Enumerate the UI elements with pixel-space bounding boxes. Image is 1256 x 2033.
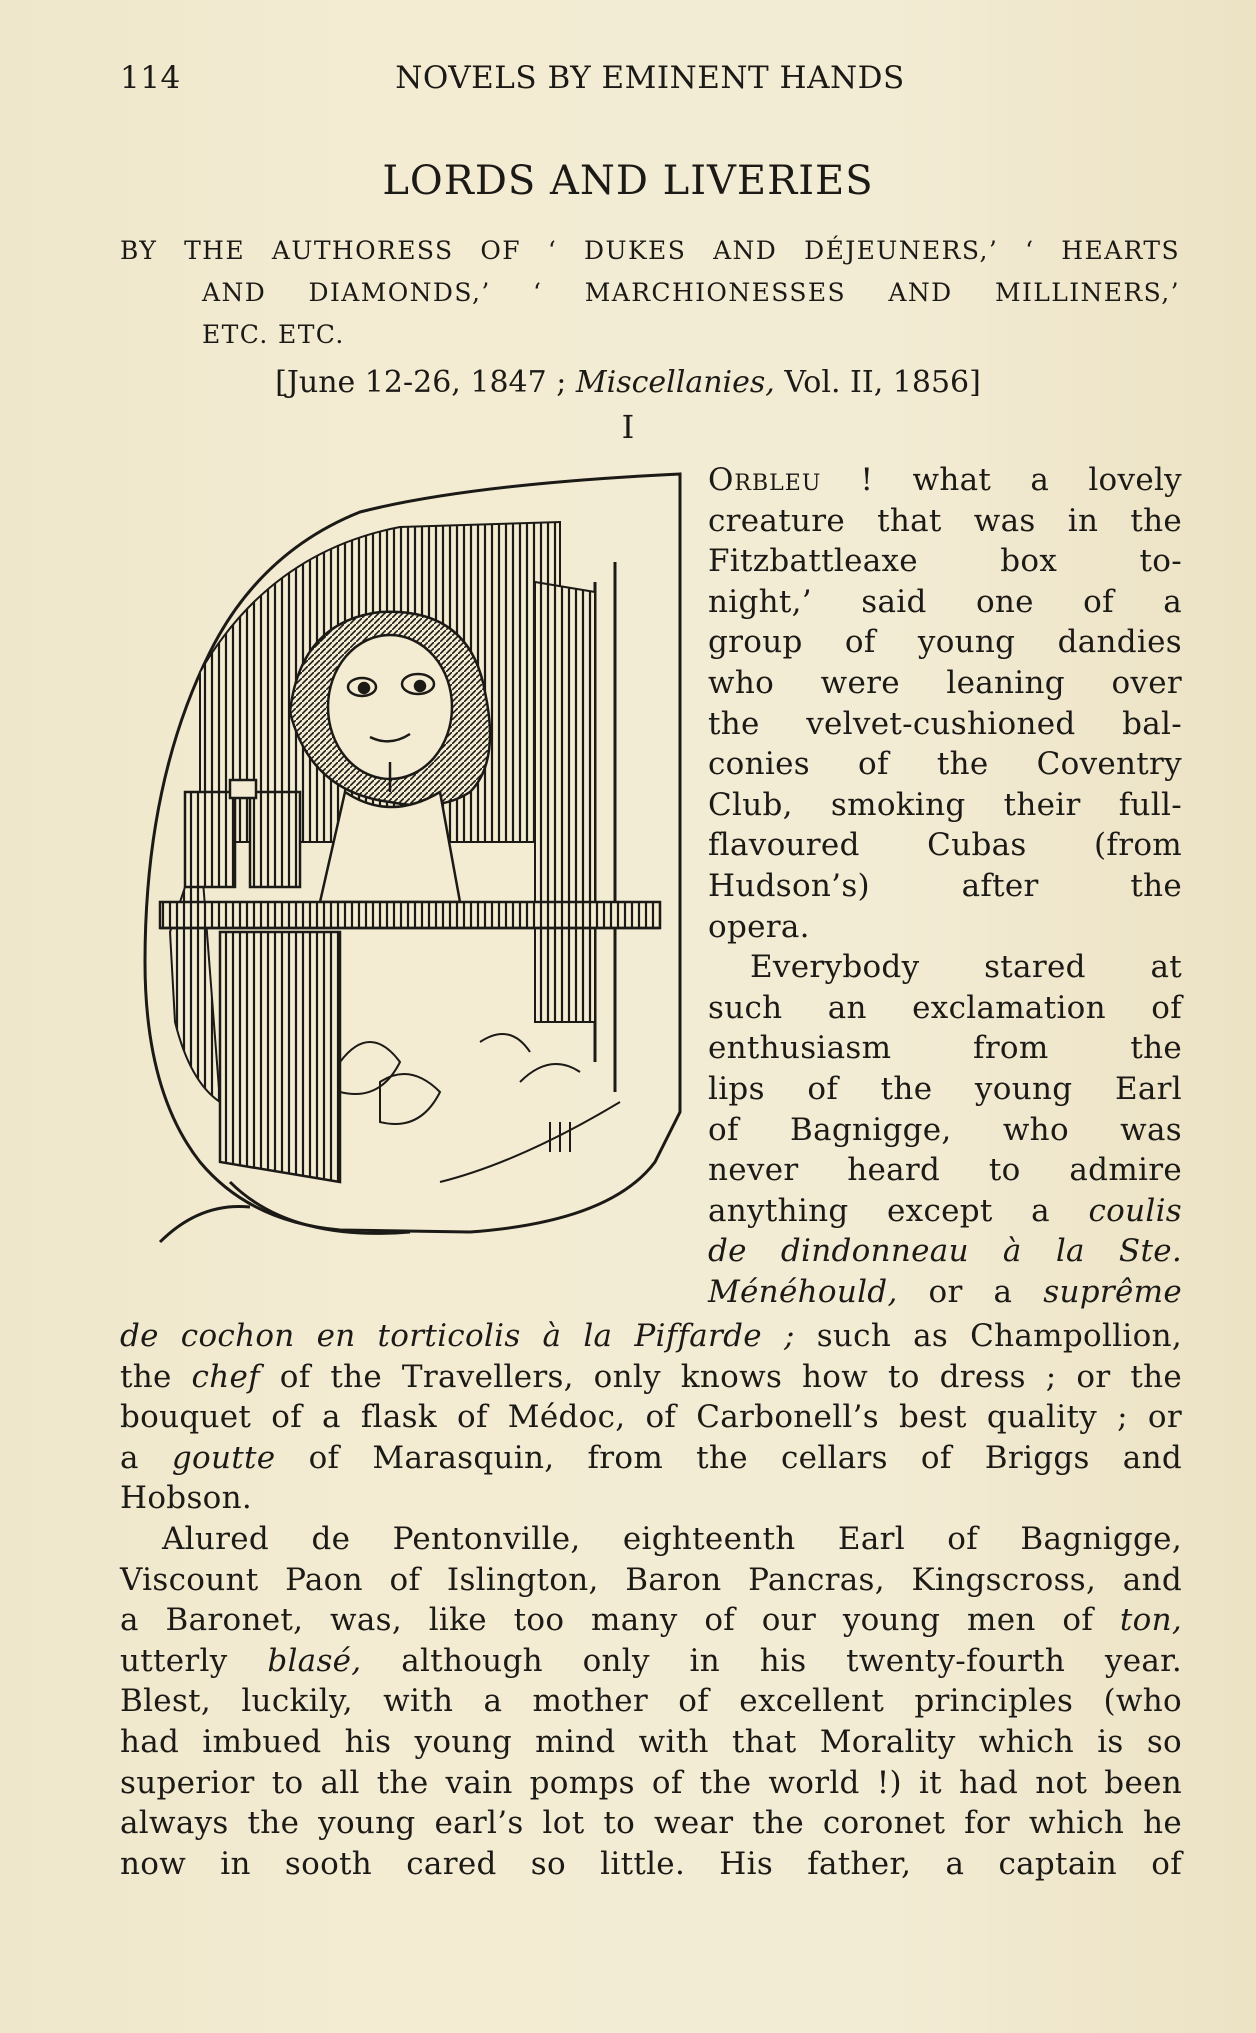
dateline-date: [June 12-26, 1847 ; [275,365,576,400]
column-line: Fitzbattleaxe box to- [708,543,1182,580]
byline [120,230,1180,356]
page-number: 114 [120,60,181,96]
section-number: I [621,408,635,446]
column-line: enthusiasm from the [708,1030,1182,1067]
body-line: superior to all the vain pomps of the world !) it had not been [120,1764,1182,1801]
body-line: a Baronet, was, like too many of our young men of ton, [120,1602,1182,1639]
column-line: Everybody stared at [750,949,1182,986]
body-line: Viscount Paon of Islington, Baron Pancras, Kingscross, and [120,1561,1182,1598]
body-line: Blest, luckily, with a mother of excellent principles (who [120,1683,1182,1720]
column-line: night,’ said one of a [708,583,1182,620]
byline-line-1: BY THE AUTHORESS OF ‘ DUKES AND DÉJEUNERS,’ ‘ HEARTS [120,236,1180,265]
body-line: utterly blasé, although only in his twenty-fourth year. [120,1642,1183,1679]
column-line: Hudson’s) after the [708,867,1182,904]
body-line: a goutte of Marasquin, from the cellars of Briggs and [120,1439,1182,1476]
text-column-beside-initial [708,460,1182,1312]
column-line: flavoured Cubas (from [708,827,1182,864]
column-line: de dindonneau à la Ste. [708,1233,1182,1270]
column-line: Ménéhould, or a suprême [708,1273,1182,1310]
column-line: Club, smoking their full- [708,786,1182,823]
column-line: who were leaning over [708,664,1182,701]
column-line: conies of the Coventry [708,746,1182,783]
body-line: always the young earl’s lot to wear the coronet for which he [120,1805,1182,1842]
column-line: never heard to admire [708,1152,1182,1189]
initial-letter-illustration [140,462,710,1282]
dateline-work: Miscellanies, [575,365,775,400]
flowers-and-ornament [340,1034,620,1182]
column-line: opera. [708,908,810,945]
body-line: de cochon en torticolis à la Piffarde ; such as Champollion, [120,1318,1182,1354]
dateline [0,365,1256,400]
body-line: the chef of the Travellers, only knows how to dress ; or the [120,1358,1182,1395]
running-head [120,60,1180,104]
body-line: had imbued his young mind with that Morality which is so [120,1723,1182,1760]
chapter-title: LORDS AND LIVERIES [382,158,874,204]
column-line: group of young dandies [708,624,1182,661]
byline-line-3: ETC. ETC. [202,320,345,349]
column-line: of Bagnigge, who was [708,1111,1182,1148]
column-line: such an exclamation of [708,989,1182,1026]
column-line: lips of the young Earl [708,1070,1182,1107]
body-line: Hobson. [120,1480,253,1517]
dateline-volume: Vol. II, 1856] [774,365,981,400]
column-line: the velvet-cushioned bal- [708,705,1182,742]
column-line: anything except a coulis [708,1192,1182,1229]
column-line: creature that was in the [708,502,1182,539]
text-full-width [120,1316,1182,1884]
lady-figure [290,612,490,902]
byline-line-2: AND DIAMONDS,’ ‘ MARCHIONESSES AND MILLINERS,’ [202,278,1180,307]
body-line: bouquet of a flask of Médoc, of Carbonell’s best quality ; or [120,1399,1182,1436]
column-line: Orbleu ! what a lovely [708,462,1182,498]
body-line: Alured de Pentonville, eighteenth Earl of Bagnigge, [162,1520,1182,1557]
body-line: now in sooth cared so little. His father, a captain of [120,1845,1182,1882]
running-title: NOVELS BY EMINENT HANDS [395,60,905,96]
